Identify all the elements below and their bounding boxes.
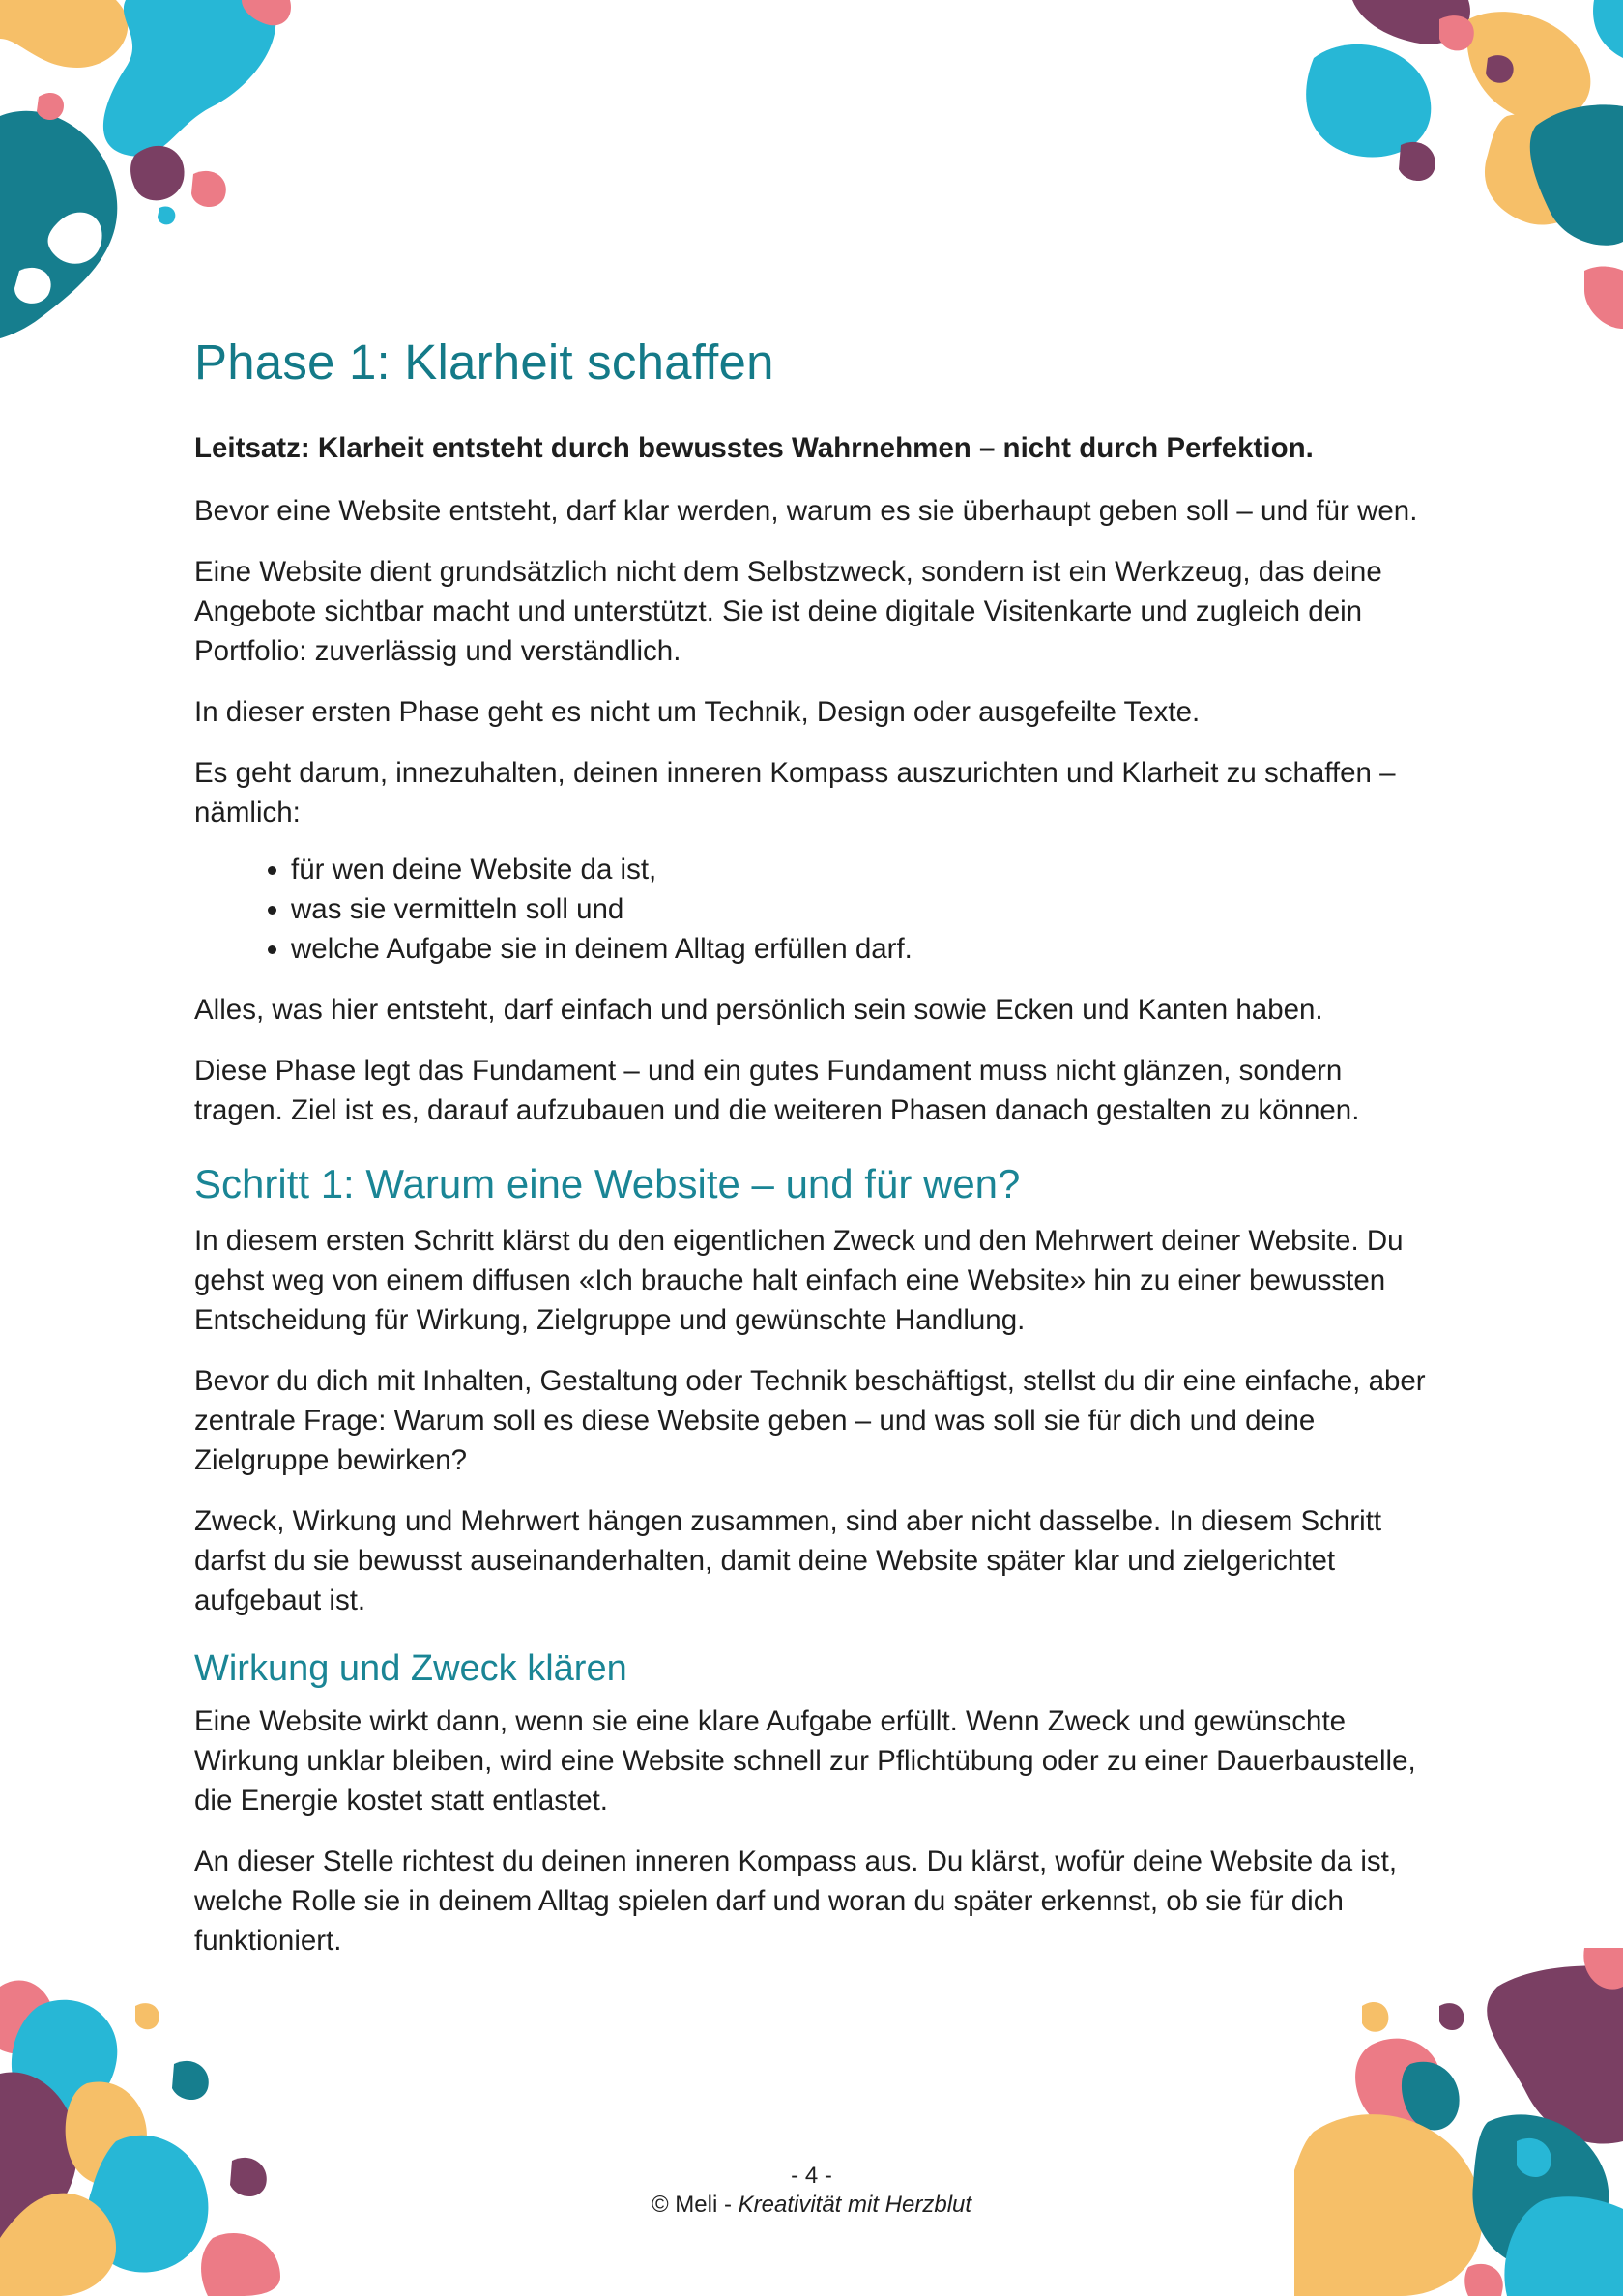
step-heading: Schritt 1: Warum eine Website – und für wen? [194, 1161, 1021, 1206]
decorative-blobs-top-right [1294, 0, 1623, 348]
copyright-text: © Meli - [651, 2192, 739, 2218]
sub-heading: Wirkung und Zweck klären [194, 1648, 627, 1689]
step-paragraph: In diesem ersten Schritt klärst du den eigentlichen Zweck und den Mehrwert deiner Website. Du gehst weg von einem diffusen «Ich brauche halt einfach eine Website» hin zu einer bewussten Entscheidung für Wirkung, Zielgruppe und gewünschte Handlung. [194, 1225, 1404, 1336]
list-item: • was sie vermitteln soll und [291, 889, 1436, 929]
page-footer [0, 2162, 1623, 2220]
brand-name: Kreativität mit Herzblut [738, 2192, 972, 2218]
body-paragraph: Alles, was hier entsteht, darf einfach und persönlich sein sowie Ecken und Kanten haben. [194, 994, 1323, 1026]
sub-paragraph: An dieser Stelle richtest du deinen inneren Kompass aus. Du klärst, wofür deine Website da ist, welche Rolle sie in deinem Alltag spielen darf und woran du später erkennst, ob sie für dich funktioniert. [194, 1846, 1398, 1957]
page-title: Phase 1: Klarheit schaffen [194, 334, 774, 390]
decorative-blobs-bottom-left [0, 1948, 329, 2296]
body-paragraph: Diese Phase legt das Fundament – und ein gutes Fundament muss nicht glänzen, sondern tragen. Ziel ist es, darauf aufzubauen und die weiteren Phasen danach gestalten zu können. [194, 1055, 1360, 1126]
list-item: • für wen deine Website da ist, [291, 850, 1436, 889]
list-item: • welche Aufgabe sie in deinem Alltag erfüllen darf. [291, 929, 1436, 969]
step-paragraph: Zweck, Wirkung und Mehrwert hängen zusammen, sind aber nicht dasselbe. In diesem Schritt darfst du sie bewusst auseinanderhalten, damit deine Website später klar und zielgerichtet aufgebaut ist. [194, 1505, 1382, 1616]
page-number: - 4 - [791, 2163, 832, 2189]
decorative-blobs-top-left [0, 0, 329, 348]
intro-paragraph: Bevor eine Website entsteht, darf klar werden, warum es sie überhaupt geben soll – und für wen. [194, 495, 1418, 527]
intro-paragraph: Es geht darum, innezuhalten, deinen inneren Kompass auszurichten und Klarheit zu schaffen – nämlich: [194, 757, 1396, 828]
lead-sentence: Leitsatz: Klarheit entsteht durch bewusstes Wahrnehmen – nicht durch Perfektion. [194, 432, 1314, 464]
copyright-line [0, 2191, 1623, 2220]
intro-paragraph: Eine Website dient grundsätzlich nicht dem Selbstzweck, sondern ist ein Werkzeug, das deine Angebote sichtbar macht und unterstützt. Sie ist deine digitale Visitenkarte und zugleich dein Portfolio: zuverlässig und verständlich. [194, 556, 1382, 667]
sub-paragraph: Eine Website wirkt dann, wenn sie eine klare Aufgabe erfüllt. Wenn Zweck und gewünschte Wirkung unklar bleiben, wird eine Website schnell zur Pflichtübung oder zu einer Dauerbaustelle, die Energie kostet statt entlastet. [194, 1705, 1416, 1816]
decorative-blobs-bottom-right [1294, 1948, 1623, 2296]
intro-paragraph: In dieser ersten Phase geht es nicht um Technik, Design oder ausgefeilte Texte. [194, 696, 1201, 728]
bullet-list [194, 850, 1436, 969]
page-content [194, 334, 1436, 1982]
step-paragraph: Bevor du dich mit Inhalten, Gestaltung oder Technik beschäftigst, stellst du dir eine einfache, aber zentrale Frage: Warum soll es diese Website geben – und was soll sie für dich und deine Zielgruppe bewirken? [194, 1365, 1426, 1476]
